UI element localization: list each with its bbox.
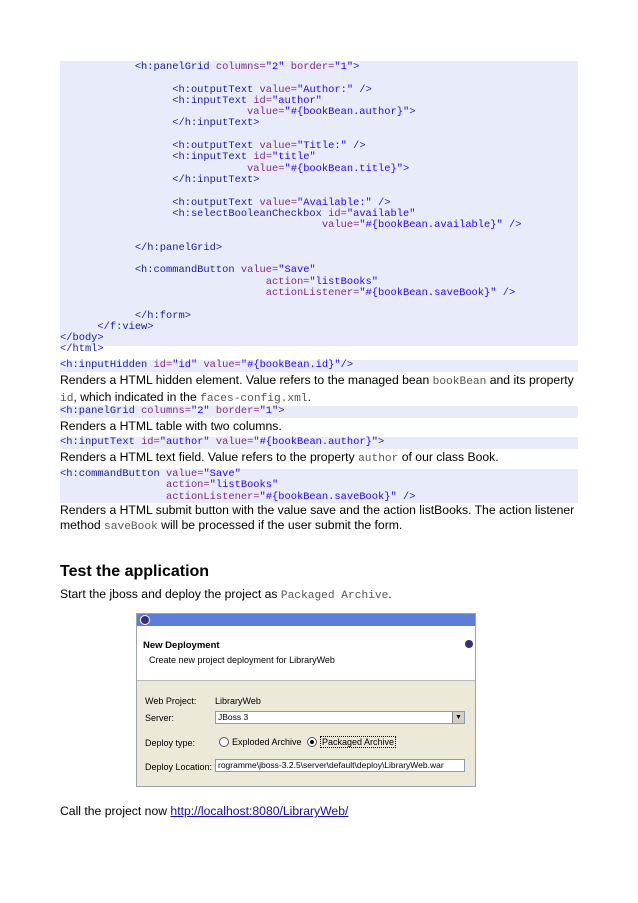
code-token: > <box>378 436 385 448</box>
code-token: "Author:" <box>296 83 354 96</box>
code-line <box>60 360 578 371</box>
radio-selected-dot <box>310 740 314 744</box>
code-snippet-commandbutton <box>60 469 578 503</box>
code-token: /> <box>502 219 522 232</box>
code-token: value= <box>259 83 297 96</box>
code-token: action= <box>60 275 310 288</box>
code-token: > <box>409 106 416 119</box>
code-token: value= <box>60 162 285 175</box>
code-token: <h:inputText <box>60 436 142 448</box>
code-token: /> <box>496 286 516 299</box>
text: , which indicated in the <box>73 389 201 404</box>
dialog-header <box>137 626 475 681</box>
inline-code: bookBean <box>432 376 487 388</box>
code-token: "Title:" <box>296 140 347 153</box>
code-line <box>60 492 578 503</box>
paragraph-inputtext <box>60 450 580 467</box>
code-token: "#{bookBean.title}" <box>284 162 403 175</box>
new-deployment-dialog <box>136 613 476 787</box>
dialog-title: New Deployment <box>143 640 220 651</box>
code-block-jsp <box>60 61 578 356</box>
code-token: > <box>402 162 410 175</box>
server-label: Server: <box>145 713 175 723</box>
code-token: id= <box>328 207 347 220</box>
text: method <box>60 517 105 532</box>
code-line <box>60 344 578 355</box>
code-token: <h:inputHidden <box>60 359 154 371</box>
code-token: /> <box>346 140 366 153</box>
code-token: "2" <box>265 61 285 73</box>
code-token: /> <box>340 359 354 371</box>
radio-exploded-archive[interactable] <box>219 737 229 747</box>
code-token: "1" <box>259 405 279 417</box>
code-token: value= <box>197 359 241 371</box>
code-token: "#{bookBean.id}" <box>240 359 341 371</box>
code-token: <h:commandButton <box>60 468 167 480</box>
code-token: /> <box>371 196 391 209</box>
chevron-down-icon[interactable]: ▼ <box>452 712 464 723</box>
deploy-location-input[interactable]: rogramme\jboss-3.2.5\server\default\deploy\LibraryWeb.war <box>215 759 465 772</box>
code-token: "1" <box>334 61 354 73</box>
text: . <box>307 389 311 404</box>
code-token: "available" <box>346 207 416 220</box>
code-token: "#{bookBean.saveBook}" <box>259 490 397 503</box>
code-line <box>60 288 578 299</box>
code-token: </h:form> <box>60 309 191 322</box>
code-token: value= <box>209 436 254 448</box>
code-token: "Available:" <box>296 196 372 209</box>
code-token: actionListener= <box>60 286 360 299</box>
code-token: id= <box>253 94 273 107</box>
deploy-type-label: Deploy type: <box>145 738 196 748</box>
code-token: border= <box>209 405 260 417</box>
radio-packaged-archive[interactable] <box>307 737 317 747</box>
text: will be processed if the user submit the form. <box>157 517 403 532</box>
code-token: "2" <box>190 405 210 417</box>
dialog-subtitle: Create new project deployment for LibraryWeb <box>149 655 335 665</box>
server-select[interactable] <box>215 711 465 724</box>
code-token: "Save" <box>203 468 241 480</box>
code-token: "listBooks" <box>209 479 279 492</box>
code-token: value= <box>259 196 297 209</box>
code-line <box>60 333 578 344</box>
inline-code: Packaged Archive <box>280 590 389 602</box>
code-token: "title" <box>272 151 316 164</box>
code-token: </html> <box>60 343 104 356</box>
option-exploded-label[interactable]: Exploded Archive <box>232 737 302 747</box>
code-token: "#{bookBean.author}" <box>253 436 379 448</box>
code-token: "id" <box>172 359 198 371</box>
code-line <box>60 437 578 448</box>
code-token: </h:panelGrid> <box>60 241 223 254</box>
code-token: </body> <box>60 332 104 345</box>
text: Renders a HTML hidden element. Value refers to the managed bean <box>60 373 433 387</box>
code-token: "author" <box>159 436 210 448</box>
code-line <box>60 406 578 417</box>
code-token: columns= <box>141 405 191 417</box>
inline-code: author <box>358 453 399 465</box>
web-project-label: Web Project: <box>145 696 197 706</box>
code-token: <h:panelGrid <box>60 405 142 417</box>
section-heading: Test the application <box>60 563 210 580</box>
code-token: <h:commandButton <box>60 264 241 277</box>
eclipse-icon <box>140 615 150 625</box>
code-token: <h:inputText <box>60 151 254 164</box>
code-token: "Save" <box>278 264 316 277</box>
code-token: <h:panelGrid <box>60 61 216 73</box>
server-select-value: JBoss 3 <box>218 712 249 722</box>
code-line <box>60 175 578 186</box>
code-token: <h:selectBooleanCheckbox <box>60 207 329 220</box>
paragraph-commandbutton <box>60 503 580 534</box>
inline-code: id <box>60 392 74 405</box>
code-snippet-panelgrid <box>60 406 578 418</box>
text: and its property <box>486 373 574 387</box>
web-project-value: LibraryWeb <box>215 696 261 706</box>
code-token: value= <box>166 468 204 480</box>
deployment-icon <box>465 640 473 648</box>
deploy-location-label: Deploy Location: <box>145 762 213 772</box>
inline-code: faces-config.xml <box>200 392 308 405</box>
text: Call the project now <box>60 804 171 818</box>
code-token: </h:inputText> <box>60 117 260 130</box>
code-token: action= <box>60 479 210 492</box>
code-token: id= <box>153 359 173 371</box>
code-token: value= <box>240 264 279 277</box>
code-token: columns= <box>215 61 266 73</box>
code-token: "#{bookBean.author}" <box>284 106 410 119</box>
option-packaged-label[interactable]: Packaged Archive <box>322 737 395 747</box>
code-token: "listBooks" <box>309 275 379 288</box>
code-token: value= <box>259 140 297 153</box>
code-token: <h:inputText <box>60 94 254 107</box>
code-token: border= <box>284 61 335 73</box>
code-token: > <box>278 405 285 417</box>
code-token: "#{bookBean.saveBook}" <box>359 286 497 299</box>
text: Renders a HTML text field. Value refers to the property <box>60 450 359 464</box>
code-token: actionListener= <box>60 490 260 503</box>
text: Start the jboss and deploy the project as <box>60 587 281 601</box>
paragraph-call <box>60 804 580 819</box>
inline-code: saveBook <box>104 520 158 533</box>
code-token: </h:inputText> <box>60 173 260 186</box>
code-token: <h:outputText <box>60 83 260 96</box>
code-token: /> <box>396 490 416 503</box>
code-token: value= <box>60 106 285 119</box>
text: Renders a HTML submit button with the value save and the action listBooks. The action listener <box>60 503 575 517</box>
project-url-link[interactable]: http://localhost:8080/LibraryWeb/ <box>170 804 349 818</box>
code-token: <h:outputText <box>60 196 260 209</box>
code-line <box>60 322 578 333</box>
code-token: </f:view> <box>60 320 154 333</box>
code-line <box>60 62 578 73</box>
code-token: "author" <box>272 94 322 107</box>
code-snippet-inputhidden <box>60 360 578 372</box>
text: . <box>388 587 392 601</box>
paragraph-inputhidden <box>60 373 580 406</box>
code-token: /> <box>353 83 372 96</box>
code-token: "#{bookBean.available}" <box>359 219 503 232</box>
code-token: id= <box>253 151 273 164</box>
code-line <box>60 243 578 254</box>
code-line <box>60 118 578 129</box>
code-token: <h:outputText <box>60 140 260 153</box>
code-token: id= <box>141 436 160 448</box>
text: of our class Book. <box>398 450 499 464</box>
code-snippet-inputtext <box>60 437 578 449</box>
code-token: > <box>353 61 360 73</box>
code-line <box>60 220 578 231</box>
dialog-titlebar <box>137 614 475 626</box>
code-token: value= <box>60 219 360 232</box>
paragraph-panelgrid: Renders a HTML table with two columns. <box>60 419 282 433</box>
paragraph-deploy <box>60 587 580 604</box>
